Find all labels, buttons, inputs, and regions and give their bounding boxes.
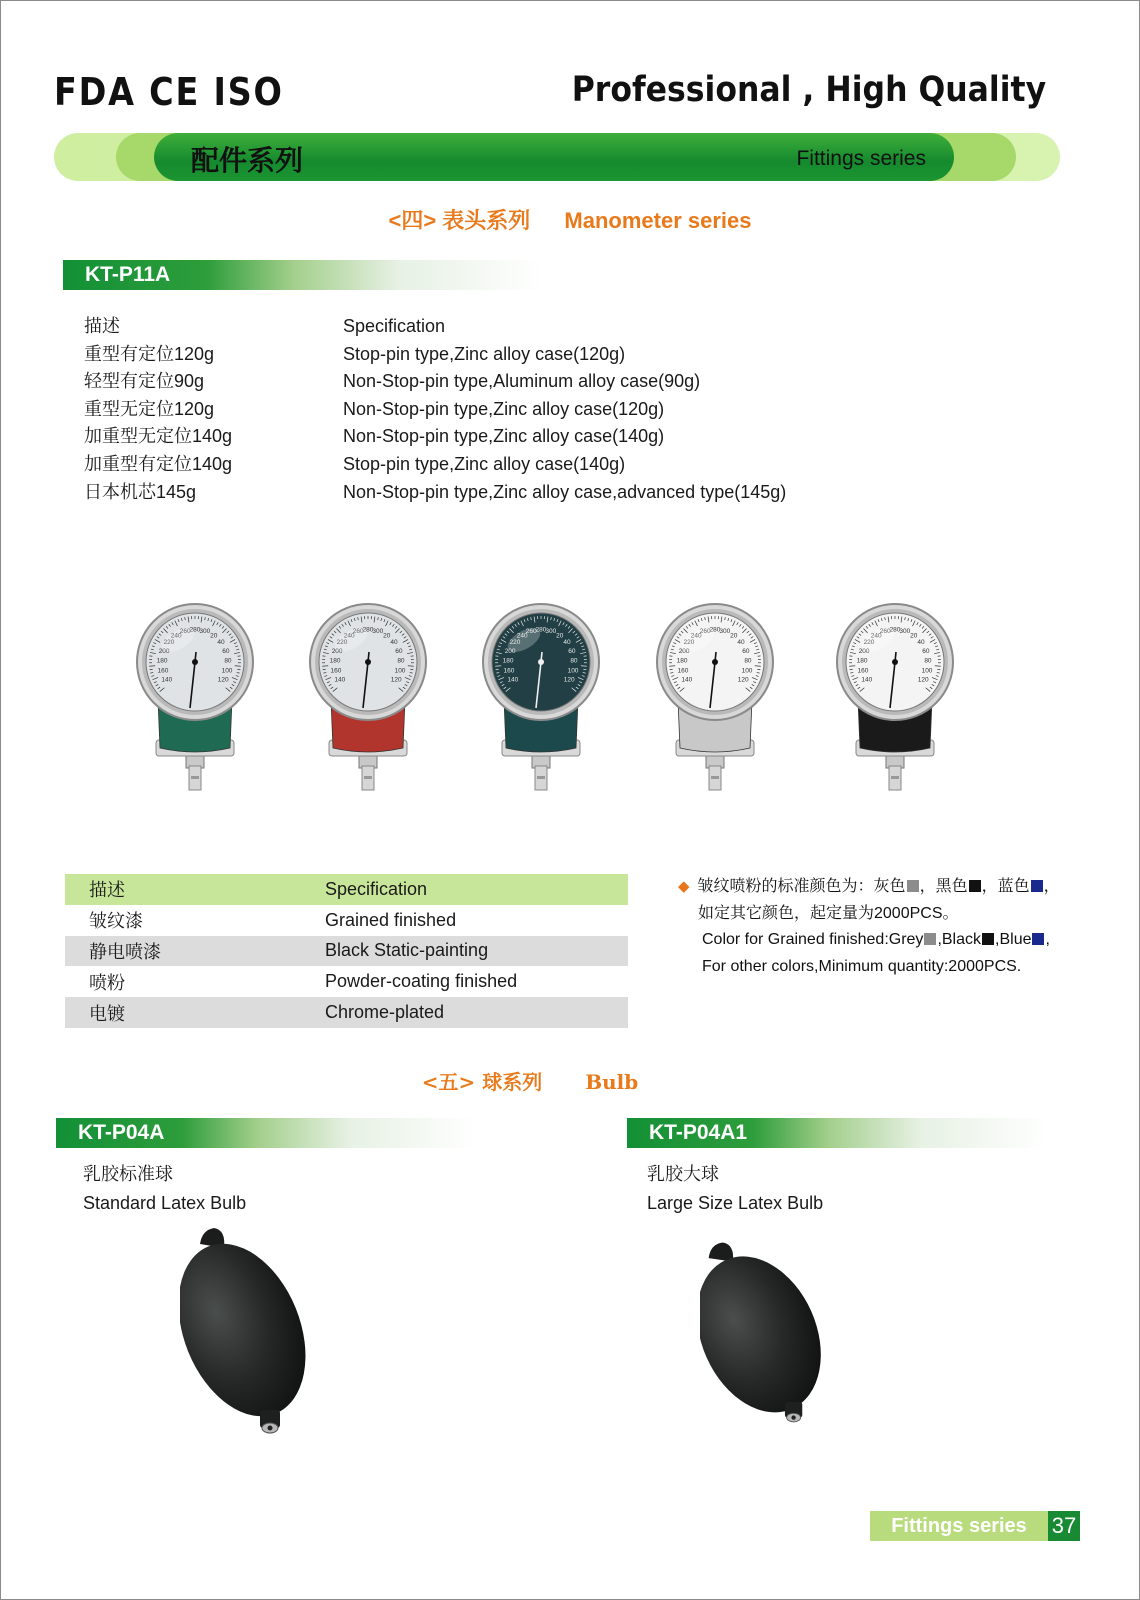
svg-text:240: 240: [516, 632, 528, 640]
svg-text:80: 80: [570, 657, 578, 665]
black-swatch-icon: [982, 933, 994, 945]
color-note: [678, 874, 1060, 980]
svg-text:40: 40: [217, 639, 225, 647]
svg-text:160: 160: [503, 667, 515, 675]
svg-text:120: 120: [563, 676, 575, 684]
blue-swatch-icon: [1032, 933, 1044, 945]
table-cell-cn: 皱纹漆: [89, 911, 143, 932]
blue-swatch-icon: [1031, 880, 1043, 892]
svg-text:120: 120: [390, 676, 402, 684]
spec-row-en: Non-Stop-pin type,Aluminum alloy case(90g): [343, 371, 701, 392]
table-cell-cn: 静电喷漆: [89, 941, 161, 962]
color-note-en-line2: For other colors,Minimum quantity:2000PCS.: [702, 957, 1022, 975]
svg-text:100: 100: [221, 667, 233, 675]
table-header-row: [65, 874, 628, 905]
svg-text:220: 220: [336, 639, 348, 647]
svg-text:40: 40: [390, 639, 398, 647]
latex-bulb-image-1: [180, 1222, 310, 1452]
table-cell-en: Chrome-plated: [325, 1002, 445, 1023]
svg-text:100: 100: [921, 667, 933, 675]
section-head-kt-p11a: [63, 260, 543, 290]
svg-text:160: 160: [330, 667, 342, 675]
svg-text:120: 120: [217, 676, 229, 684]
svg-text:280: 280: [889, 626, 901, 634]
svg-text:240: 240: [170, 632, 182, 640]
spec-row-en: Stop-pin type,Zinc alloy case(120g): [343, 343, 626, 364]
svg-text:140: 140: [334, 676, 346, 684]
bulb-name-en: Standard Latex Bulb: [83, 1193, 247, 1213]
page-number: 37: [1048, 1511, 1080, 1541]
footer-label: Fittings series: [870, 1511, 1048, 1541]
bulb-name-cn: 乳胶标准球: [83, 1164, 173, 1184]
svg-text:260: 260: [179, 627, 191, 635]
svg-text:160: 160: [677, 667, 689, 675]
bulb-series-title: [0, 1066, 1060, 1095]
svg-text:280: 280: [189, 626, 201, 634]
note-text: ,Black: [937, 931, 982, 948]
note-text: ，蓝色: [981, 878, 1030, 895]
svg-text:60: 60: [742, 647, 750, 655]
svg-text:140: 140: [681, 676, 693, 684]
svg-text:280: 280: [535, 626, 547, 634]
svg-text:100: 100: [741, 667, 753, 675]
svg-text:180: 180: [856, 657, 868, 665]
svg-text:180: 180: [676, 657, 688, 665]
svg-text:260: 260: [352, 627, 364, 635]
svg-text:20: 20: [210, 632, 218, 640]
svg-text:180: 180: [329, 657, 341, 665]
bulb-series-title-cn: <五> 球系列: [421, 1070, 543, 1094]
bulb-series-title-en: Bulb: [585, 1070, 639, 1094]
note-text: ,: [1045, 931, 1050, 948]
svg-text:120: 120: [917, 676, 929, 684]
svg-text:60: 60: [222, 647, 230, 655]
product-code: KT-P04A1: [649, 1121, 748, 1144]
manometer-gauge-2: [303, 600, 433, 800]
manometer-gauge-3: [476, 600, 606, 800]
table-row: [65, 997, 628, 1028]
color-note-cn-line2: 如定其它颜色，起定量为2000PCS。: [698, 904, 959, 922]
bulb-description-2: [647, 1160, 823, 1218]
tagline: Professional , High Quality: [571, 70, 1046, 110]
svg-text:80: 80: [224, 657, 232, 665]
bulb-description-1: [83, 1160, 246, 1218]
grey-swatch-icon: [924, 933, 936, 945]
spec-row-en: Non-Stop-pin type,Zinc alloy case(140g): [343, 426, 665, 447]
spec-row-cn: 加重型有定位140g: [84, 453, 233, 474]
product-code: KT-P04A: [78, 1121, 165, 1144]
svg-text:240: 240: [343, 632, 355, 640]
table-row: [65, 966, 628, 997]
svg-text:180: 180: [502, 657, 514, 665]
section-banner: [54, 133, 1060, 181]
spec-row-en: Non-Stop-pin type,Zinc alloy case(120g): [343, 398, 665, 419]
manometer-series-title-cn: <四> 表头系列: [388, 208, 531, 233]
svg-text:80: 80: [744, 657, 752, 665]
table-cell-cn: 喷粉: [89, 972, 125, 993]
manometer-series-title: [0, 204, 1140, 235]
spec-row-en: Stop-pin type,Zinc alloy case(140g): [343, 453, 626, 474]
manometer-gauge-4: [650, 600, 780, 800]
svg-text:300: 300: [545, 627, 557, 635]
product-code: KT-P11A: [85, 263, 171, 286]
svg-text:20: 20: [730, 632, 738, 640]
svg-text:20: 20: [910, 632, 918, 640]
svg-text:300: 300: [719, 627, 731, 635]
certification-marks: FDA CE ISO: [54, 70, 284, 114]
svg-text:120: 120: [737, 676, 749, 684]
svg-text:260: 260: [699, 627, 711, 635]
svg-text:140: 140: [507, 676, 519, 684]
svg-text:200: 200: [504, 647, 516, 655]
spec-column-cn: [84, 313, 232, 506]
color-note-en-line1: [678, 927, 1060, 954]
svg-text:80: 80: [397, 657, 405, 665]
svg-text:300: 300: [899, 627, 911, 635]
color-note-cn-line1: [678, 874, 1060, 901]
svg-text:100: 100: [394, 667, 406, 675]
spec-row-cn: 加重型无定位140g: [84, 426, 233, 447]
svg-text:220: 220: [509, 639, 521, 647]
svg-text:200: 200: [678, 647, 690, 655]
note-text: ，: [1043, 878, 1060, 895]
svg-text:200: 200: [158, 647, 170, 655]
svg-text:80: 80: [924, 657, 932, 665]
svg-text:300: 300: [199, 627, 211, 635]
svg-text:220: 220: [863, 639, 875, 647]
svg-text:20: 20: [383, 632, 391, 640]
note-text: 皱纹喷粉的标准颜色为：灰色: [697, 878, 906, 895]
svg-text:100: 100: [567, 667, 579, 675]
svg-text:220: 220: [163, 639, 175, 647]
spec-row-cn: 重型无定位120g: [84, 398, 215, 419]
svg-text:180: 180: [156, 657, 168, 665]
svg-text:40: 40: [563, 639, 571, 647]
svg-text:200: 200: [331, 647, 343, 655]
table-header-en: Specification: [325, 878, 428, 899]
spec-row-cn: 轻型有定位90g: [84, 371, 205, 392]
svg-text:260: 260: [879, 627, 891, 635]
table-row: [65, 936, 628, 967]
manometer-gauge-5: [830, 600, 960, 800]
table-cell-en: Black Static-painting: [325, 940, 489, 961]
page-footer: [870, 1511, 1080, 1541]
black-swatch-icon: [969, 880, 981, 892]
svg-text:40: 40: [917, 639, 925, 647]
svg-text:280: 280: [362, 626, 374, 634]
svg-text:140: 140: [861, 676, 873, 684]
grey-swatch-icon: [907, 880, 919, 892]
spec-row-en: Non-Stop-pin type,Zinc alloy case,advanced type(145g): [343, 481, 787, 502]
spec-row-cn: 重型有定位120g: [84, 343, 215, 364]
svg-text:60: 60: [922, 647, 930, 655]
manometer-photo-row: [120, 600, 950, 800]
table-cell-cn: 电镀: [89, 1003, 125, 1024]
table-cell-en: Powder-coating finished: [325, 971, 518, 992]
svg-text:140: 140: [161, 676, 173, 684]
banner-title-cn: 配件系列: [191, 144, 304, 177]
section-head-kt-p04a1: [627, 1118, 1047, 1148]
svg-text:40: 40: [737, 639, 745, 647]
svg-text:160: 160: [157, 667, 169, 675]
spec-row-cn: 日本机芯145g: [84, 481, 197, 502]
svg-text:300: 300: [372, 627, 384, 635]
finish-table: [65, 874, 628, 1028]
note-text: Color for Grained finished:Grey: [702, 931, 924, 948]
svg-text:240: 240: [870, 632, 882, 640]
spec-column-en: [343, 313, 786, 506]
svg-text:280: 280: [709, 626, 721, 634]
svg-text:20: 20: [556, 632, 564, 640]
table-header-cn: 描述: [89, 880, 125, 901]
diamond-bullet-icon: ◆: [678, 878, 690, 895]
banner-title-en: Fittings series: [796, 147, 926, 170]
spec-header-en: Specification: [343, 316, 446, 336]
manometer-gauge-1: [130, 600, 260, 800]
note-text: ,Blue: [995, 931, 1032, 948]
bulb-name-cn: 乳胶大球: [647, 1164, 719, 1184]
table-cell-en: Grained finished: [325, 909, 457, 930]
latex-bulb-image-2: [700, 1222, 830, 1452]
svg-text:60: 60: [395, 647, 403, 655]
section-head-kt-p04a: [56, 1118, 476, 1148]
bulb-name-en: Large Size Latex Bulb: [647, 1193, 824, 1213]
svg-text:260: 260: [525, 627, 537, 635]
spec-header-cn: 描述: [84, 316, 120, 336]
note-text: ，黑色: [919, 878, 968, 895]
manometer-series-title-en: Manometer series: [564, 208, 752, 233]
table-row: [65, 905, 628, 936]
svg-text:240: 240: [690, 632, 702, 640]
svg-text:200: 200: [858, 647, 870, 655]
svg-text:220: 220: [683, 639, 695, 647]
svg-text:60: 60: [568, 647, 576, 655]
svg-text:160: 160: [857, 667, 869, 675]
